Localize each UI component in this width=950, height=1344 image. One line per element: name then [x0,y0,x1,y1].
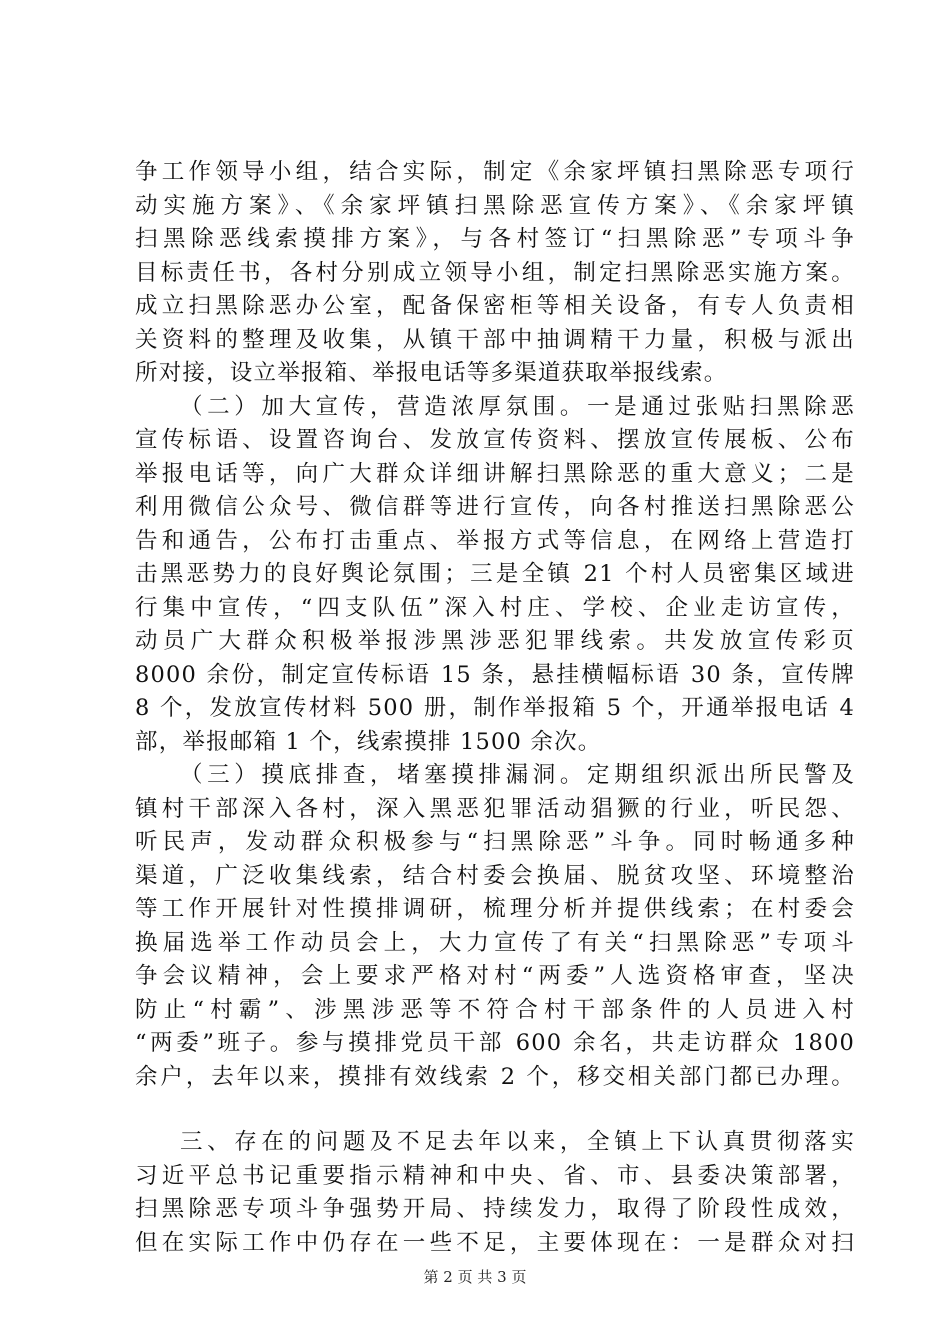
text-line: 告和通告，公布打击重点、举报方式等信息，在网络上营造打 [135,527,855,554]
text-line: 利用微信公众号、微信群等进行宣传，向各村推送扫黑除恶公 [135,494,855,520]
text-line: 镇村干部深入各村，深入黑恶犯罪活动猖獗的行业，听民怨、 [135,795,855,822]
paragraph-first-line: （二）加大宣传，营造浓厚氛围。一是通过张贴扫黑除恶 [180,393,855,420]
text-line: 等工作开展针对性摸排调研，梳理分析并提供线索；在村委会 [135,896,855,922]
text-line: 所对接，设立举报箱、举报电话等多渠道获取举报线索。 [135,360,728,386]
text-line: 争会议精神，会上要求严格对村“两委”人选资格审查，坚决 [135,963,855,989]
text-line: 8000 余份，制定宣传标语 15 条，悬挂横幅标语 30 条，宣传牌 [135,661,855,688]
text-line: 行集中宣传，“四支队伍”深入村庄、学校、企业走访宣传， [135,594,855,621]
section-heading-line: 三、存在的问题及不足去年以来，全镇上下认真贯彻落实 [180,1129,855,1155]
text-line: 扫黑除恶专项斗争强势开局、持续发力，取得了阶段性成效， [135,1196,855,1222]
text-line: 8 个，发放宣传材料 500 册，制作举报箱 5 个，开通举报电话 4 [135,695,855,721]
text-line: 动员广大群众积极举报涉黑涉恶犯罪线索。共发放宣传彩页 [135,628,855,654]
text-line: 成立扫黑除恶办公室，配备保密柜等相关设备，有专人负责相 [135,293,855,319]
text-line: 宣传标语、设置咨询台、发放宣传资料、摆放宣传展板、公布 [135,427,855,453]
document-body [135,156,855,1260]
text-line: 动实施方案》、《余家坪镇扫黑除恶宣传方案》、《余家坪镇 [135,192,855,219]
text-line: “两委”班子。参与摸排党员干部 600 余名，共走访群众 1800 [135,1030,855,1056]
text-line: 部，举报邮箱 1 个，线索摸排 1500 余次。 [135,728,602,755]
text-line: 听民声，发动群众积极参与“扫黑除恶”斗争。同时畅通多种 [135,829,855,855]
text-line: 但在实际工作中仍存在一些不足，主要体现在：一是群众对扫 [135,1229,855,1256]
text-line: 余户，去年以来，摸排有效线索 2 个，移交相关部门都已办理。 [135,1063,855,1090]
paragraph-gap [135,1094,855,1126]
text-line: 扫黑除恶线索摸排方案》，与各村签订“扫黑除恶”专项斗争 [135,226,855,252]
text-line: 渠道，广泛收集线索，结合村委会换届、脱贫攻坚、环境整治 [135,862,855,889]
paragraph-first-line: （三）摸底排查，堵塞摸排漏洞。定期组织派出所民警及 [180,762,855,788]
text-line: 换届选举工作动员会上，大力宣传了有关“扫黑除恶”专项斗 [135,929,855,956]
text-line: 击黑恶势力的良好舆论氛围；三是全镇 21 个村人员密集区域进 [135,561,855,587]
text-line: 关资料的整理及收集，从镇干部中抽调精干力量，积极与派出 [135,326,855,353]
text-line: 习近平总书记重要指示精神和中央、省、市、县委决策部署， [135,1162,855,1189]
text-line: 争工作领导小组，结合实际，制定《余家坪镇扫黑除恶专项行 [135,159,855,185]
text-line: 举报电话等，向广大群众详细讲解扫黑除恶的重大意义；二是 [135,460,855,487]
text-line: 目标责任书，各村分别成立领导小组，制定扫黑除恶实施方案。 [135,259,855,286]
text-line: 防止“村霸”、涉黑涉恶等不符合村干部条件的人员进入村 [135,996,855,1023]
page-number-footer: 第 2 页 共 3 页 [423,1268,527,1286]
